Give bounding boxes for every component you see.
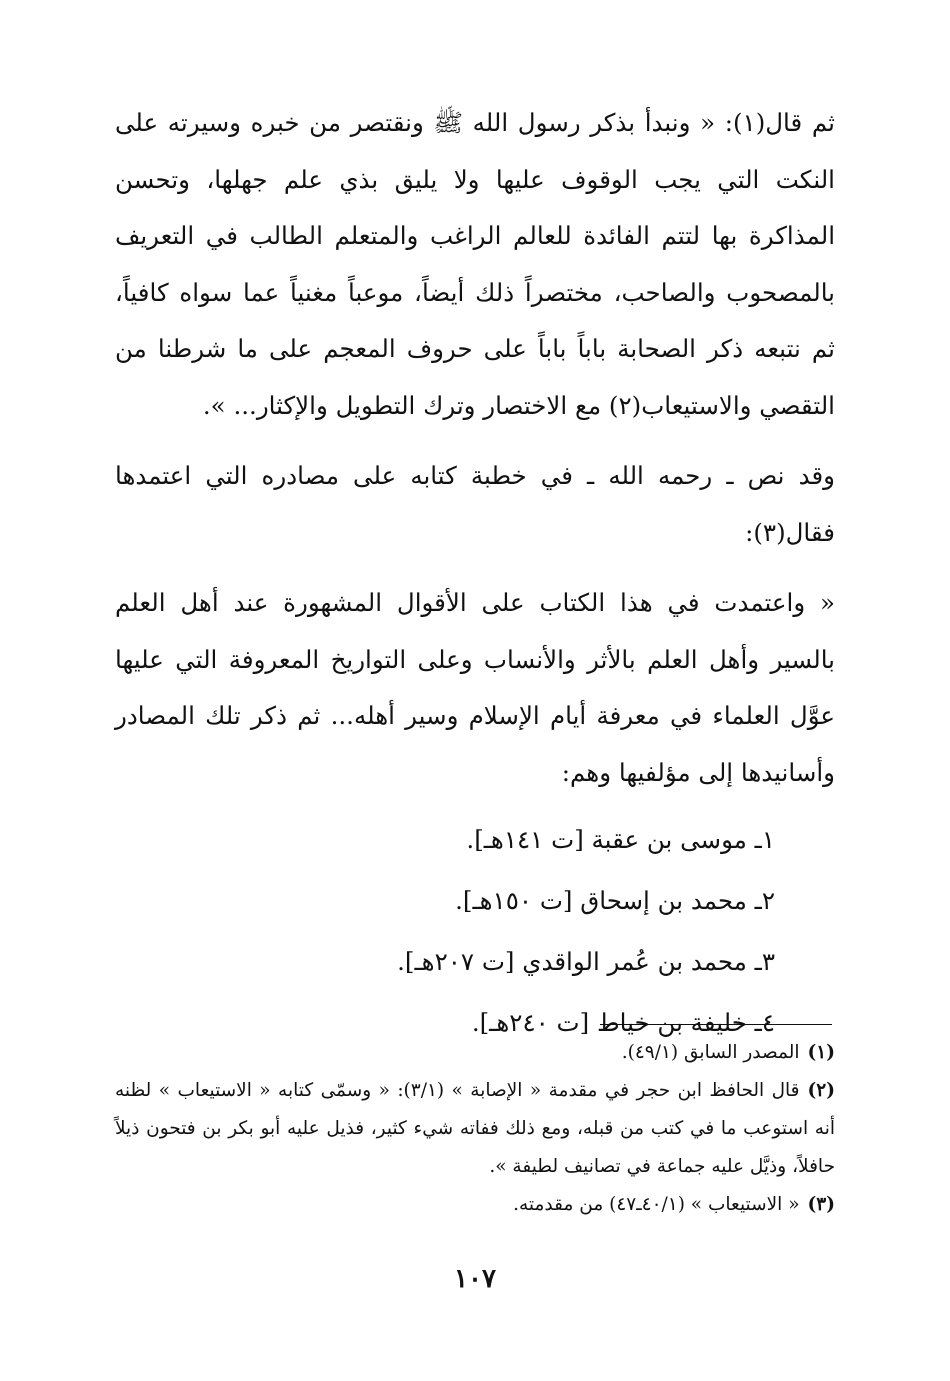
sources-list <box>115 809 835 1053</box>
footnote-text: قال الحافظ ابن حجر في مقدمة « الإصابة » (٣/١): « وسمّى كتابه « الاستيعاب » لظنه أنه استوعب ما في كتب من قبله، ومع ذلك ففاته شيء كثير، فذيل عليه أبو بكر بن فتحون ذيلاً حافلاً، وذيَّل عليه جماعة في تصانيف لطيفة ». <box>115 1080 835 1177</box>
source-item: ١ـ موسى بن عقبة [ت ١٤١هـ]. <box>466 825 775 854</box>
footnote-number: (٢) <box>807 1080 835 1101</box>
paragraph-sources-intro: وقد نص ـ رحمه الله ـ في خطبة كتابه على مصادره التي اعتمدها فقال(٣): <box>115 461 835 547</box>
footnote-number: (١) <box>807 1042 835 1063</box>
footnote-1 <box>115 1034 835 1072</box>
paragraph-author-quote: « واعتمدت في هذا الكتاب على الأقوال المشهورة عند أهل العلم بالسير وأهل العلم بالأثر والأنساب وعلى التواريخ المعروفة التي عليها عوَّل العلماء في معرفة أيام الإسلام وسير أهله... ثم ذكر تلك المصادر وأسانيدها إلى مؤلفيها وهم: <box>115 588 835 787</box>
footnotes <box>115 1034 835 1224</box>
main-text <box>115 95 835 1053</box>
footnote-number: (٣) <box>807 1194 835 1215</box>
footnote-divider <box>600 1024 832 1025</box>
footnote-text: « الاستيعاب » (٤٠/١ـ٤٧) من مقدمته. <box>513 1194 800 1215</box>
source-item: ٤ـ خليفة بن خياط [ت ٢٤٠هـ]. <box>471 1008 775 1037</box>
footnote-2 <box>115 1072 835 1186</box>
source-item: ٢ـ محمد بن إسحاق [ت ١٥٠هـ]. <box>455 886 775 915</box>
footnote-3 <box>115 1186 835 1224</box>
page-number: ١٠٧ <box>454 1264 496 1294</box>
paragraph-intro-quote: ثم قال(١): « ونبدأ بذكر رسول الله ﷺ ونقتصر من خبره وسيرته على النكت التي يجب الوقوف عليها ولا يليق بذي علم جهلها، وتحسن المذاكرة بها لتتم الفائدة للعالم الراغب والمتعلم الطالب في التعريف بالمصحوب والصاحب، مختصراً ذلك أيضاً، موعباً مغنياً عما سواه كافياً، ثم نتبعه ذكر الصحابة باباً باباً على حروف المعجم على ما شرطنا من التقصي والاستيعاب(٢) مع الاختصار وترك التطويل والإكثار... ». <box>115 108 835 420</box>
footnote-text: المصدر السابق (٤٩/١). <box>621 1042 800 1063</box>
source-item: ٣ـ محمد بن عُمر الواقدي [ت ٢٠٧هـ]. <box>397 947 775 976</box>
